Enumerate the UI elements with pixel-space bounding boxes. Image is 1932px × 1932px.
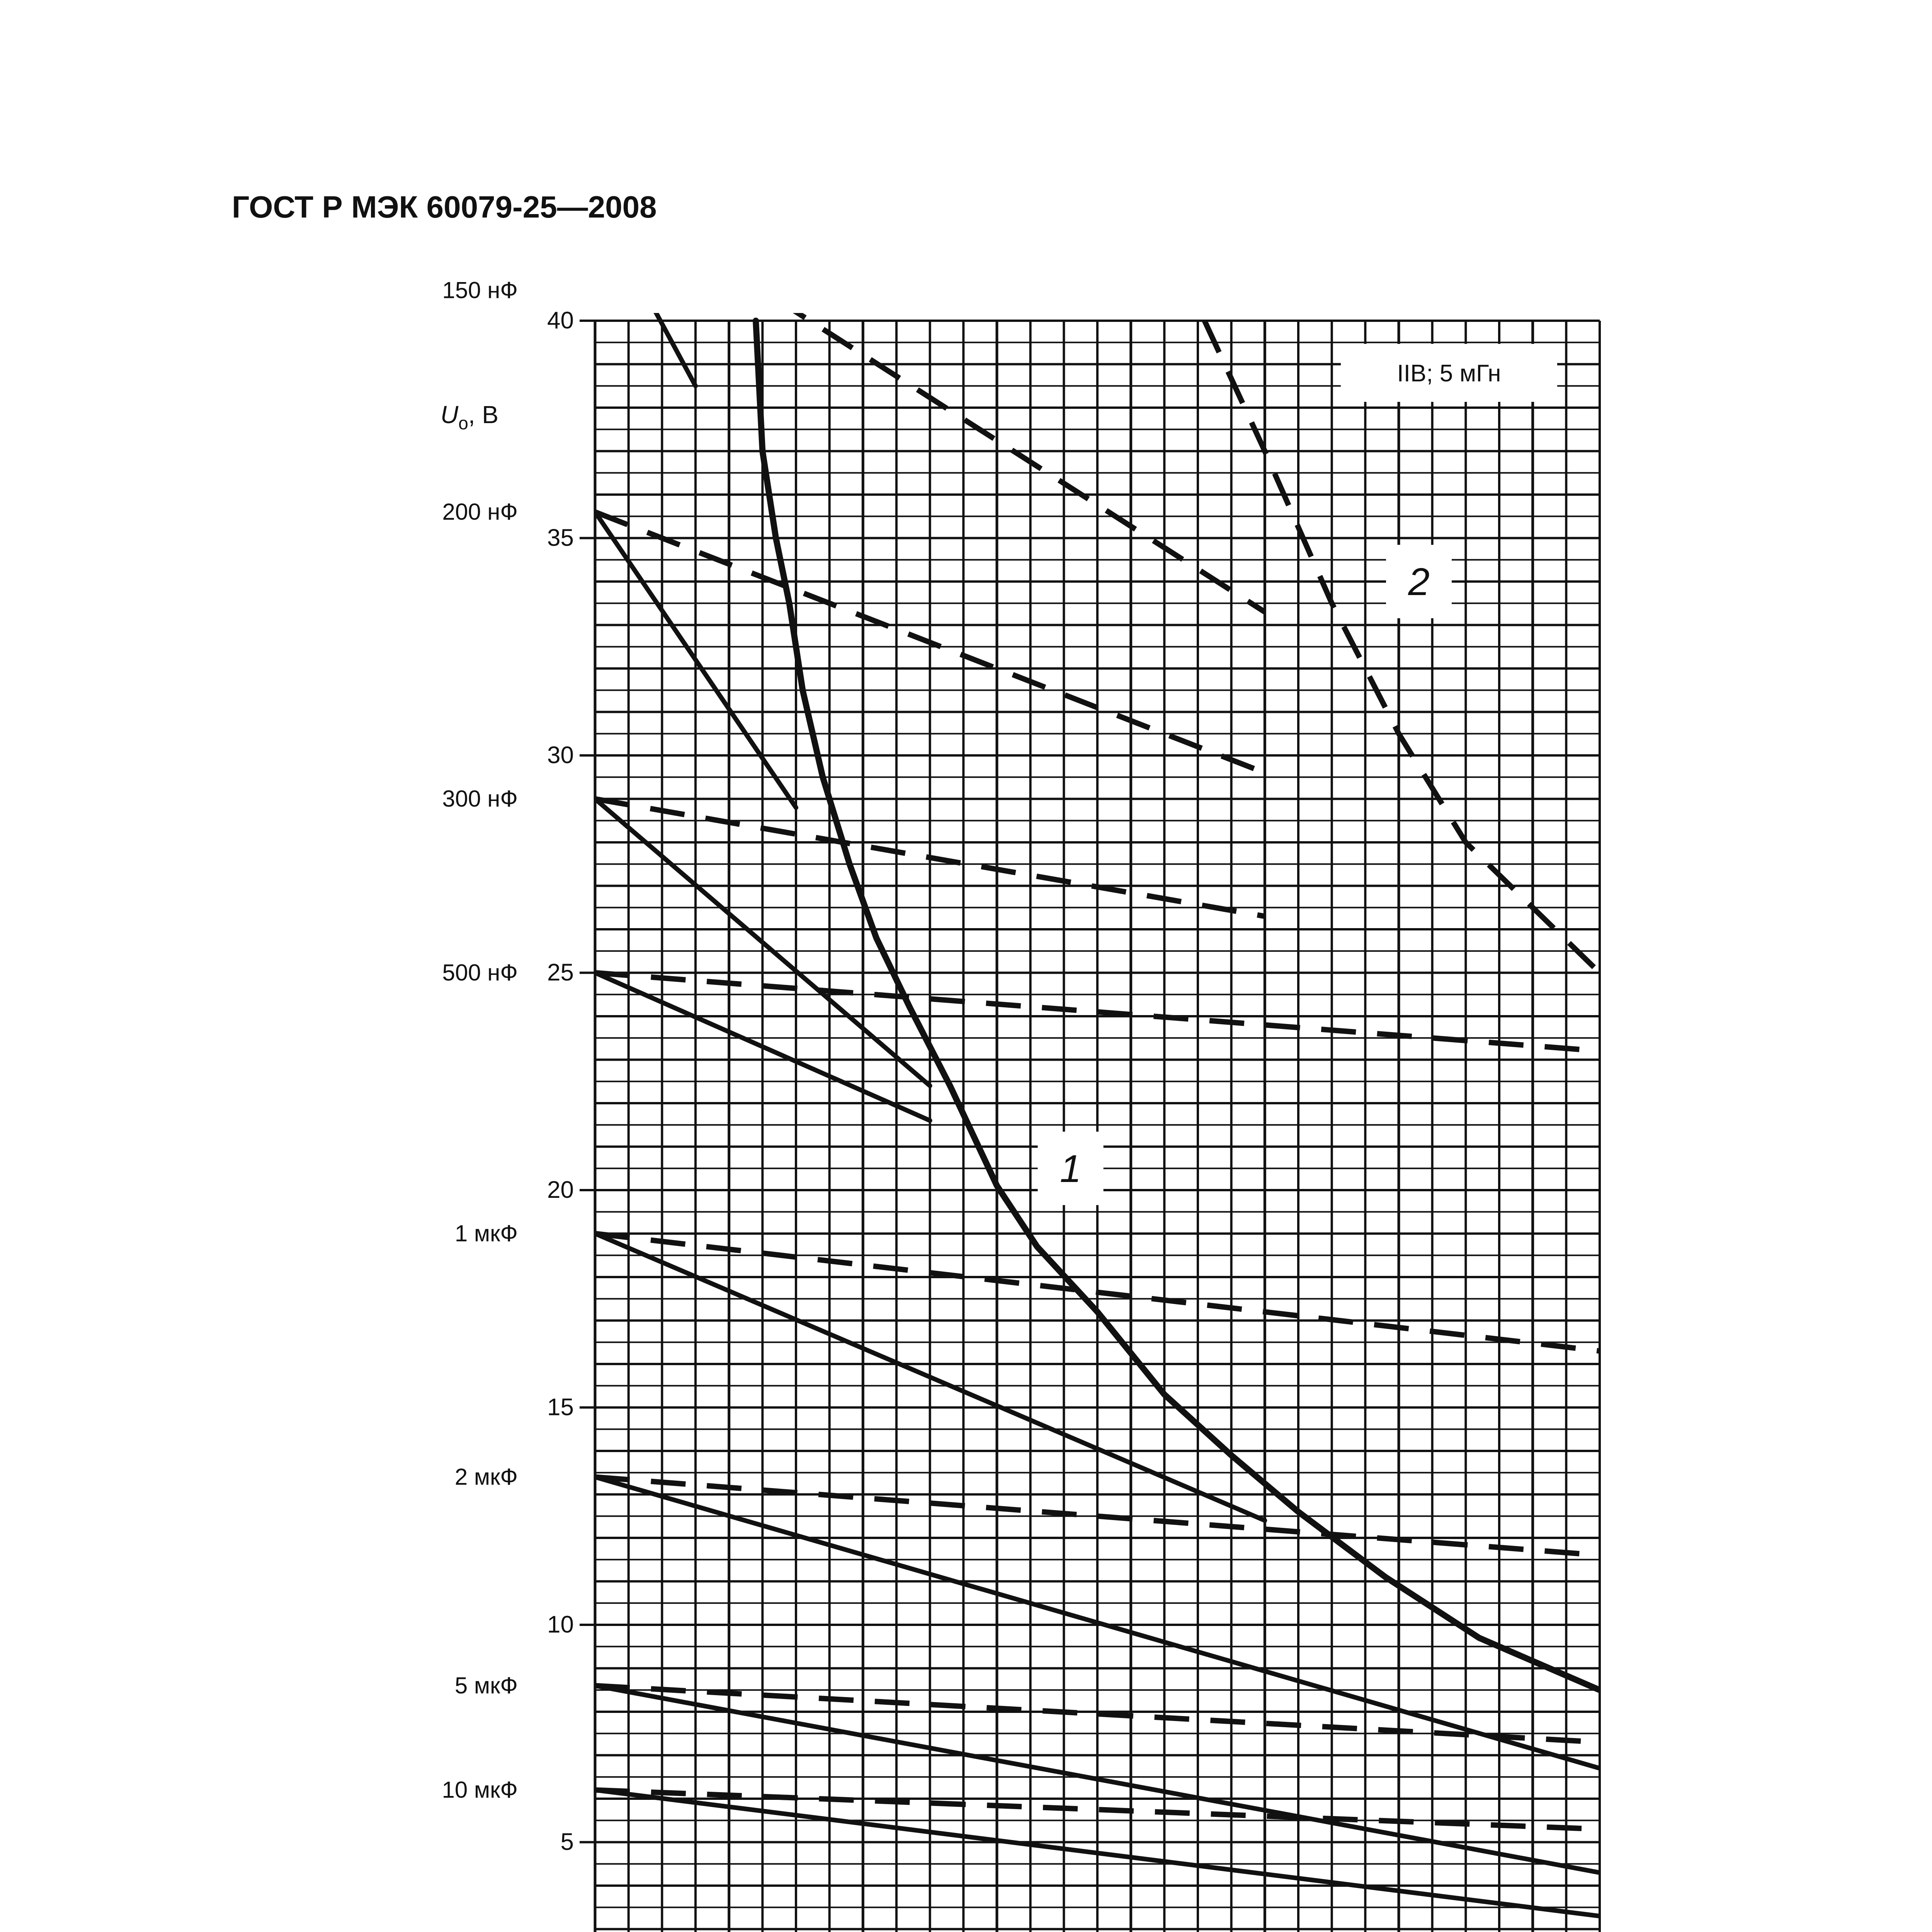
y-tick-label: 15	[547, 1394, 574, 1421]
capacitance-label: 150 нФ	[442, 277, 518, 303]
series-line	[776, 299, 1265, 612]
capacitance-label: 5 мкФ	[454, 1672, 518, 1699]
y-tick-label: 10	[547, 1611, 574, 1638]
y-tick-label: 30	[547, 742, 574, 769]
curve-label: 2	[1408, 560, 1430, 604]
capacitance-label: 10 мкФ	[442, 1777, 518, 1803]
y-axis-label: $U_o$, В	[440, 401, 499, 433]
capacitance-label: 2 мкФ	[454, 1464, 518, 1490]
y-tick-label: 35	[547, 524, 574, 551]
box-label: IIB; 5 мГн	[1397, 360, 1501, 387]
y-tick-label: 5	[560, 1828, 574, 1855]
y-tick-label: 25	[547, 959, 574, 986]
y-tick-label: 40	[547, 307, 574, 334]
capacitance-label: 500 нФ	[442, 959, 518, 986]
document-header: ГОСТ Р МЭК 60079-25—2008	[232, 190, 657, 224]
curve-label: 1	[1060, 1147, 1082, 1190]
capacitance-label: 1 мкФ	[454, 1220, 518, 1247]
capacitance-label: 300 нФ	[442, 786, 518, 812]
capacitance-label: 200 нФ	[442, 499, 518, 525]
y-tick-label: 20	[547, 1177, 574, 1203]
